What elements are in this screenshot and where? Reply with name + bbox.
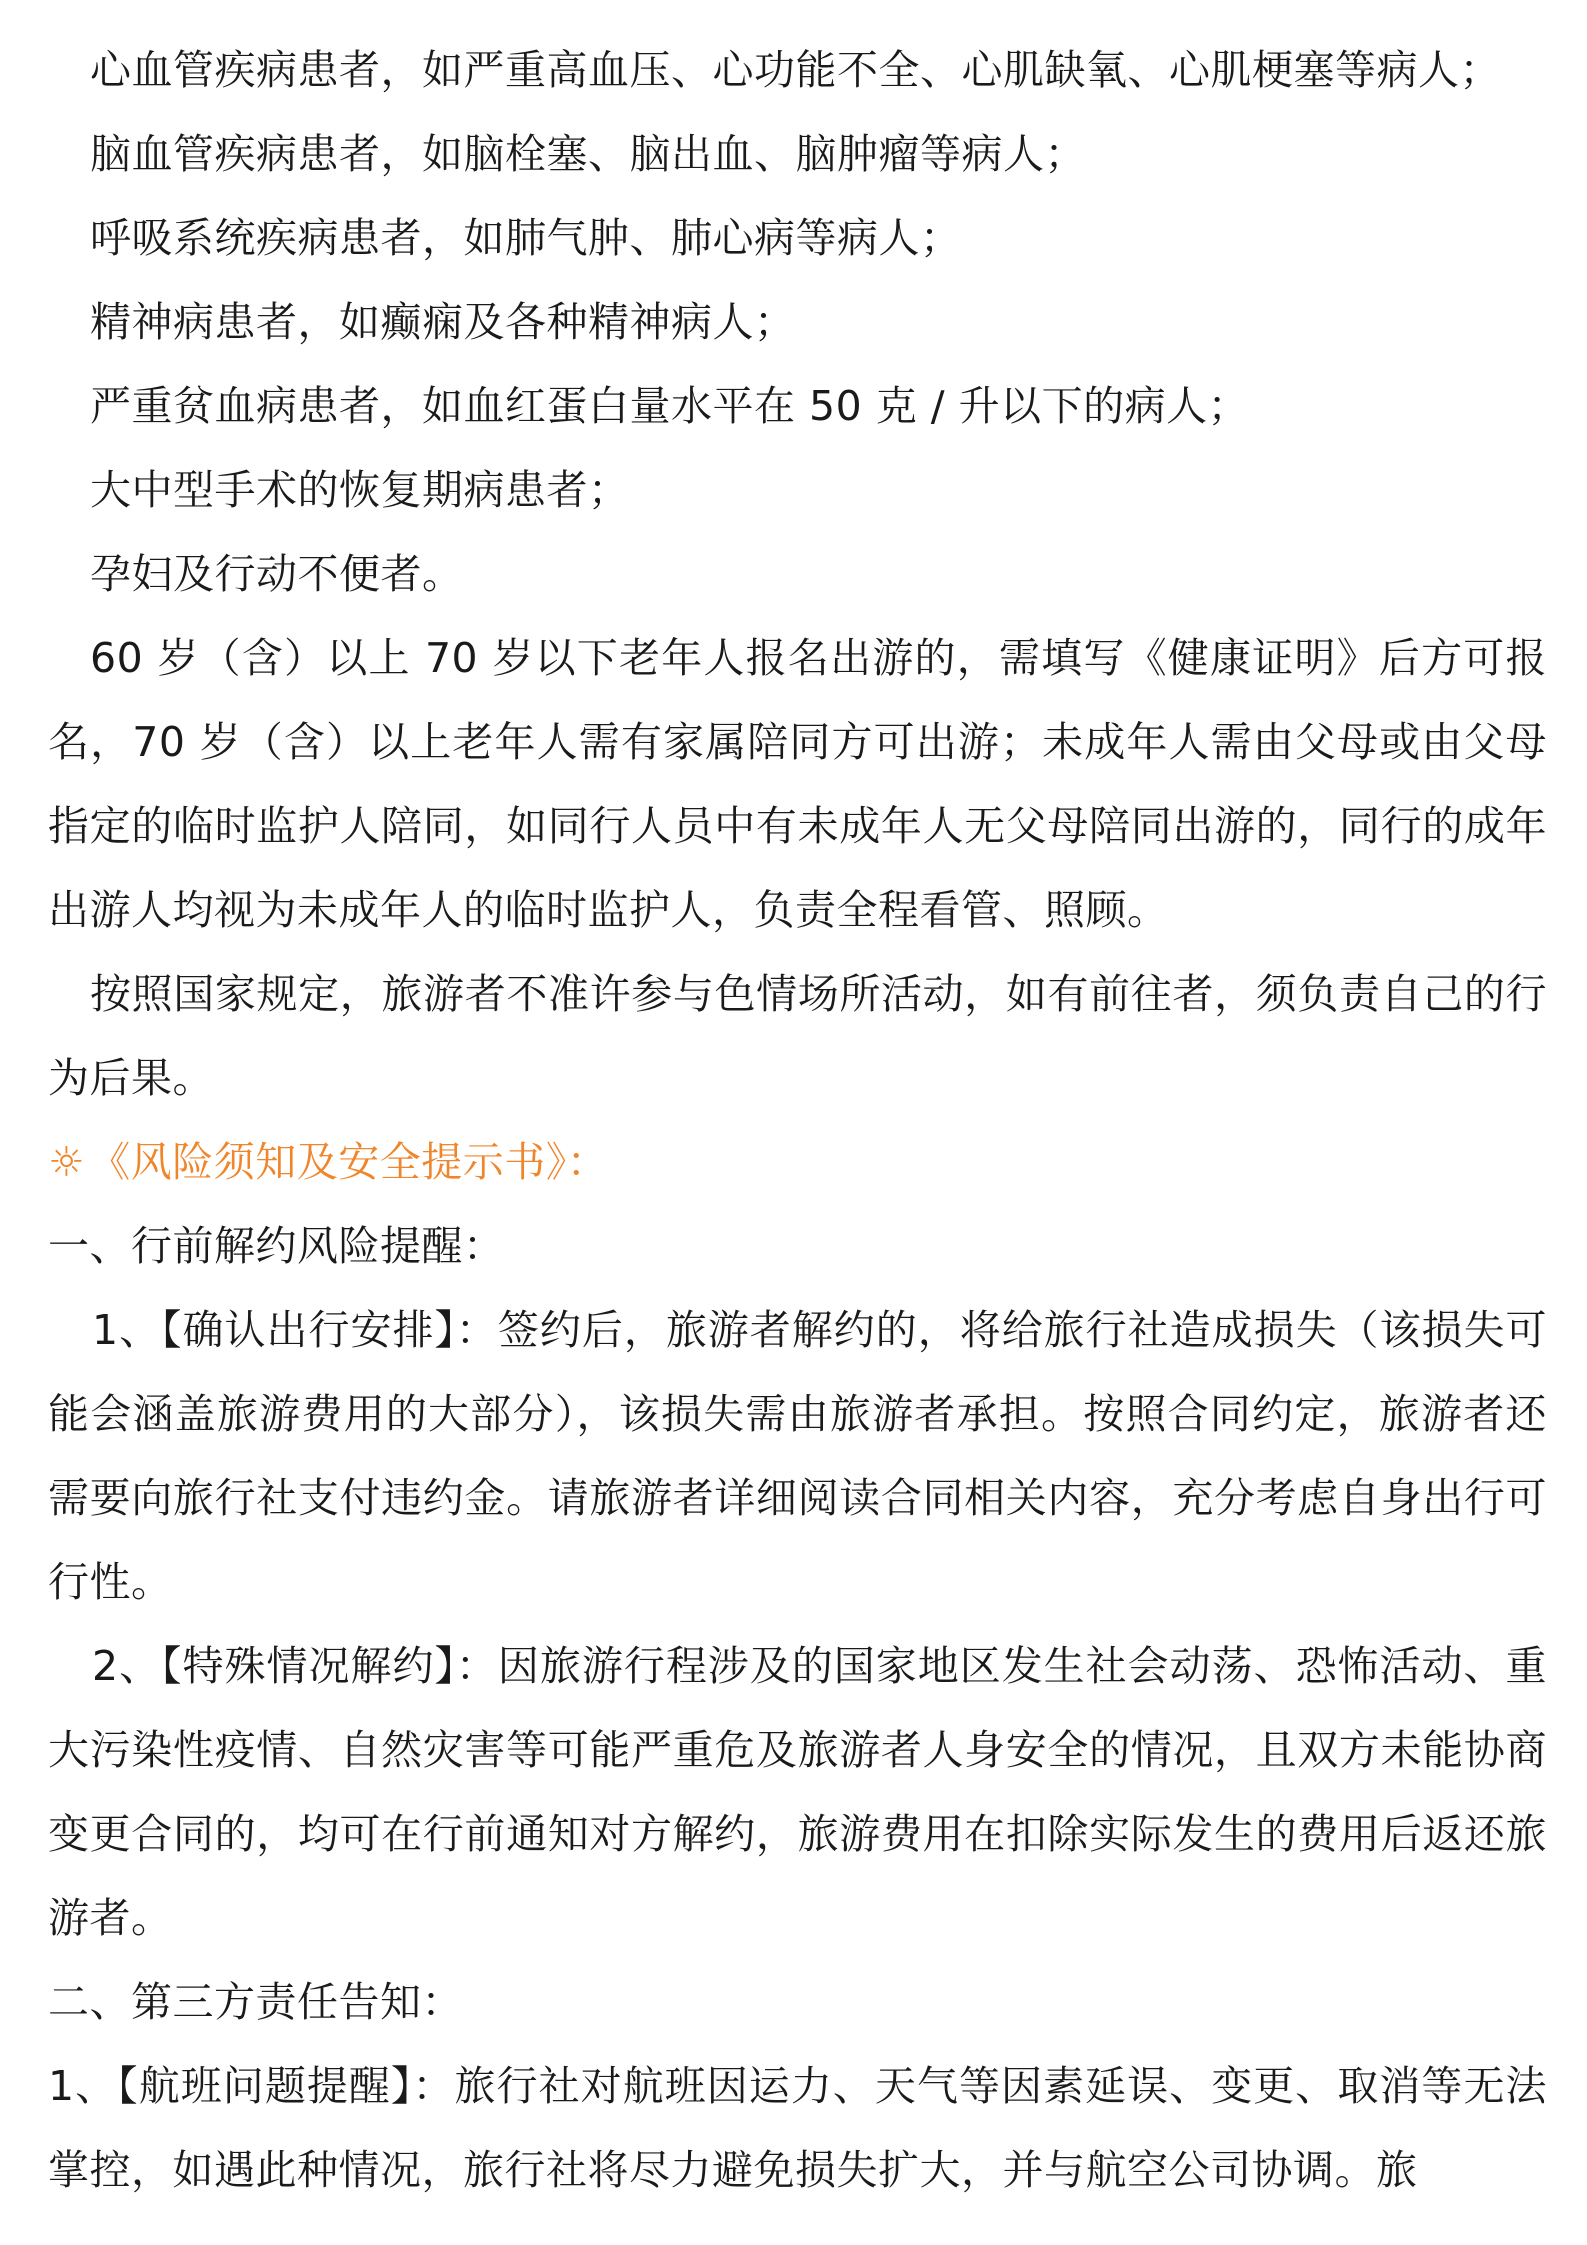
paragraph-legal-rules: 按照国家规定，旅游者不准许参与色情场所活动，如有前往者，须负责自己的行为后果。: [48, 970, 1547, 1102]
section-1-item-2: 2、【特殊情况解约】：因旅游行程涉及的国家地区发生社会动荡、恐怖活动、重大污染性疫情、自然灾害等可能严重危及旅游者人身安全的情况，且双方未能协商变更合同的，均可在行前通知对方解约，旅游费用在扣除实际发生的费用后返还旅游者。: [48, 1642, 1547, 1942]
list-item-pregnant: 孕妇及行动不便者。: [90, 550, 464, 598]
paragraph-age-requirement: 60 岁（含）以上 70 岁以下老年人报名出游的，需填写《健康证明》后方可报名，70 岁（含）以上老年人需有家属陪同方可出游；未成年人需由父母或由父母指定的临时监护人陪同，如同行人员中有未成年人无父母陪同出游的，同行的成年出游人均视为未成年人的临时监护人，负责全程看管、照顾。: [48, 634, 1547, 934]
list-item-anemia: 严重贫血病患者，如血红蛋白量水平在 50 克 / 升以下的病人；: [90, 382, 1250, 430]
list-item-surgery: 大中型手术的恢复期病患者；: [90, 466, 630, 514]
section-1-item-1: 1、【确认出行安排】：签约后，旅游者解约的，将给旅行社造成损失（该损失可能会涵盖旅游费用的大部分），该损失需由旅游者承担。按照合同约定，旅游者还需要向旅行社支付违约金。请旅游者详细阅读合同相关内容，充分考虑自身出行可行性。: [48, 1306, 1547, 1606]
risk-notice-heading: [48, 1120, 1547, 1204]
list-item-cerebrovascular: 脑血管疾病患者，如脑栓塞、脑出血、脑肿瘤等病人；: [90, 130, 1086, 178]
list-item-respiratory: 呼吸系统疾病患者，如肺气肿、肺心病等病人；: [90, 214, 962, 262]
section-2-item-1: 1、【航班问题提醒】：旅行社对航班因运力、天气等因素延误、变更、取消等无法掌控，如遇此种情况，旅行社将尽力避免损失扩大，并与航空公司协调。旅: [48, 2062, 1547, 2194]
sun-icon: ☼: [48, 1138, 86, 1186]
risk-notice-heading-text: 《风险须知及安全提示书》：: [89, 1138, 609, 1186]
list-item-mental: 精神病患者，如癫痫及各种精神病人；: [90, 298, 796, 346]
list-item-cardiovascular: 心血管疾病患者，如严重高血压、心功能不全、心肌缺氧、心肌梗塞等病人；: [90, 46, 1501, 94]
section-1-title: 一、行前解约风险提醒：: [48, 1222, 505, 1270]
section-2-title: 二、第三方责任告知：: [48, 1978, 463, 2026]
